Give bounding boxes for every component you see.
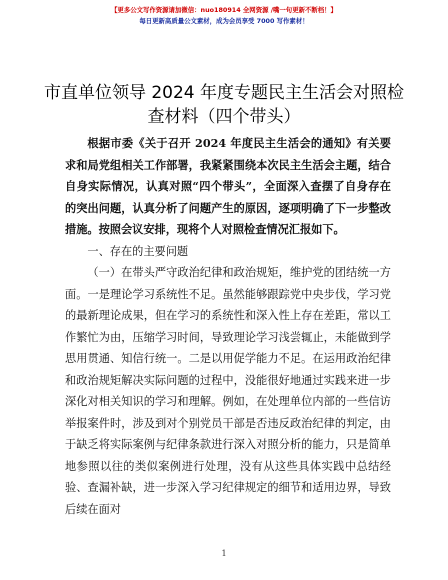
promo-banner-line-2: 每日更新高质量公文素材，成为会员享受 7000 写作素材！ (139, 17, 309, 25)
page-number: 1 (221, 549, 227, 558)
document-body (65, 133, 391, 520)
document-title: 市直单位领导 2024 年度专题民主生活会对照检查材料（四个带头） (43, 83, 405, 127)
intro-paragraph: 根据市委《关于召开 2024 年度民主生活会的通知》有关要求和局党组相关工作部署，我紧紧围绕本次民主生活会主题，结合自身实际情况，认真对照“四个带头”，全面深入查摆了自身存在的突出问题，认真分析了问题产生的原因，逐项明确了下一步整改措施。按照会议安排，现将个人对照检查情况汇报如下。 (65, 136, 391, 236)
promo-banner-line-1: 【更多公文写作资源请加微信：nuo180914 全网资源 /嘴一句更新不断档！】 (111, 6, 337, 14)
section-heading: 一、存在的主要问题 (87, 244, 189, 258)
promo-banner (0, 5, 448, 27)
subsection-paragraph: （一）在带头严守政治纪律和政治规矩，维护党的团结统一方面。一是理论学习系统性不足。虽然能够跟踪党中央步伐，学习党的最新理论成果，但在学习的系统性和深入性上存在差距，常以工作繁忙为由，压缩学习时间，导致理论学习浅尝辄止，未能做到学思用贯通、知信行统一。二是以用促学能力不足。在运用政治纪律和政治规矩解决实际问题的过程中，没能很好地通过实践来进一步深化对相关知识的学习和理解。例如，在处理单位内部的一些信访举报案件时，涉及到对个别党员干部是否违反政治纪律的判定，由于缺乏将实际案例与纪律条款进行深入对照分析的能力，只是简单地参照以往的类似案例进行处理，没有从这些具体实践中总结经验、查漏补缺，进一步深入学习纪律规定的细节和适用边界，导致后续在面对 (65, 266, 391, 516)
